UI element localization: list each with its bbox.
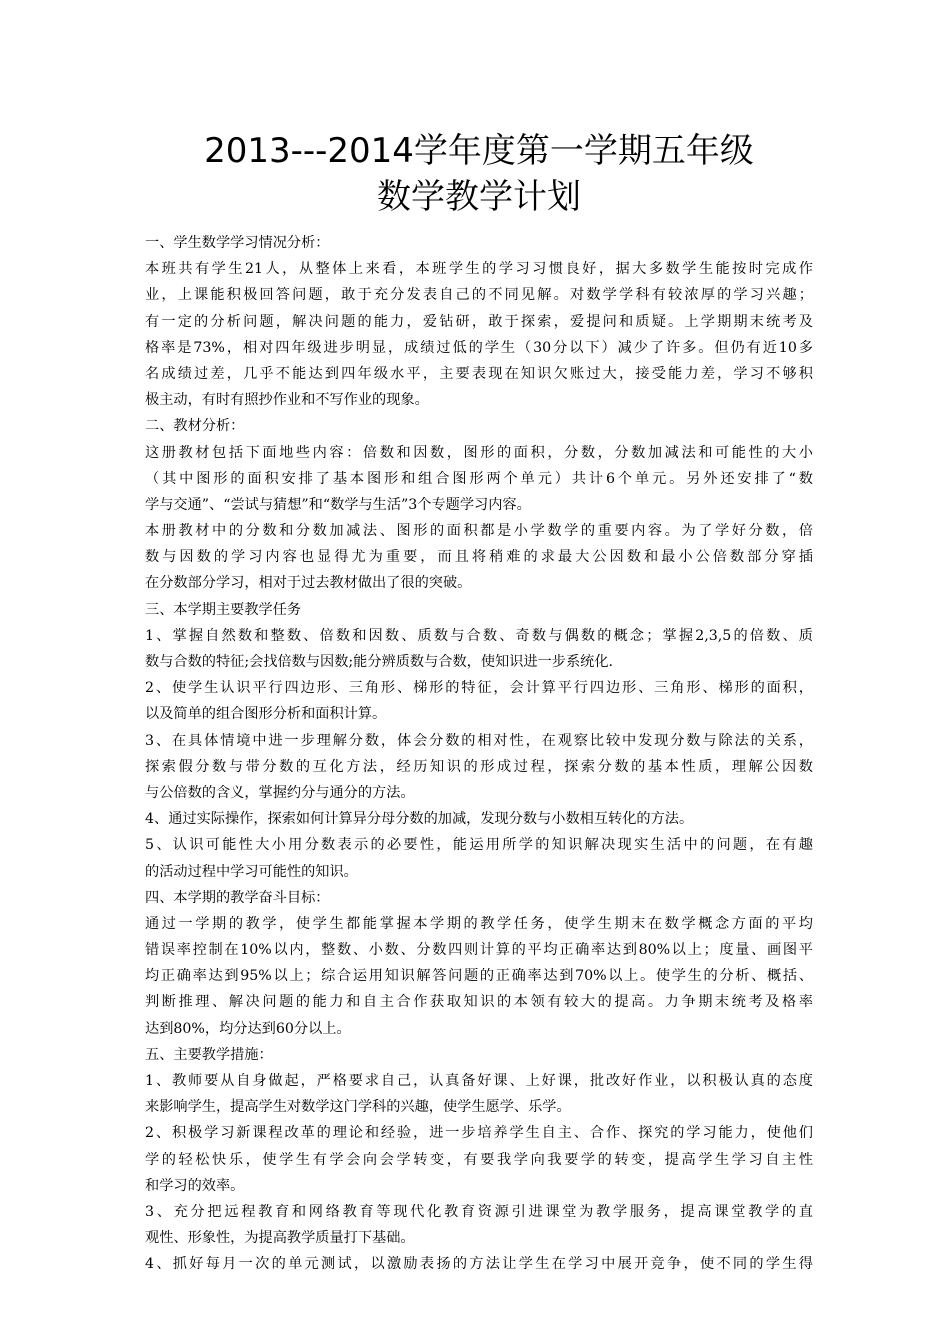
- text-line: 格率是73%，相对四年级进步明显，成绩过低的学生（30分以下）减少了许多。但仍有近10多: [145, 339, 813, 356]
- text-line: 的活动过程中学习可能性的知识。: [145, 863, 358, 880]
- text-line: 极主动，有时有照抄作业和不写作业的现象。: [145, 392, 429, 409]
- document-title-line1: 2013---2014学年度第一学期五年级: [204, 131, 754, 171]
- text-line: 达到80%，均分达到60分以上。: [145, 1020, 351, 1037]
- text-line: 3、充分把远程教育和网络教育等现代化教育资源引进课堂为教学服务，提高课堂教学的直: [145, 1203, 813, 1220]
- text-line: 3、在具体情境中进一步理解分数，体会分数的相对性，在观察比较中发现分数与除法的关系，: [145, 732, 813, 749]
- text-line: 四、本学期的教学奋斗目标：: [145, 889, 330, 906]
- text-line: 判断推理、解决问题的能力和自主合作获取知识的本领有较大的提高。力争期末统考及格率: [145, 994, 813, 1011]
- text-line: 与公倍数的含义，掌握约分与通分的方法。: [145, 784, 415, 801]
- document-body: [145, 230, 813, 1278]
- text-line: 学的轻松快乐，使学生有学会向会学转变，有要我学向我要学的转变，提高学生学习自主性: [145, 1151, 813, 1168]
- text-line: 三、本学期主要教学任务: [145, 601, 302, 618]
- text-line: 有一定的分析问题，解决问题的能力，爱钻研，敢于探索，爱提问和质疑。上学期期末统考及: [145, 313, 813, 330]
- text-line: 业，上课能积极回答问题，敢于充分发表自己的不同见解。对数学学科有较浓厚的学习兴趣；: [145, 287, 813, 304]
- text-line: 五、主要教学措施：: [145, 1046, 273, 1063]
- text-line: 本班共有学生21人，从整体上来看，本班学生的学习习惯良好，据大多数学生能按时完成作: [145, 261, 813, 278]
- text-line: 数与因数的学习内容也显得尤为重要，而且将稍难的求最大公因数和最小公倍数部分穿插: [145, 549, 813, 566]
- text-line: 探索假分数与带分数的互化方法，经历知识的形成过程，探索分数的基本性质，理解公因数: [145, 758, 813, 775]
- text-line: 1、教师要从自身做起，严格要求自己，认真备好课、上好课，批改好作业，以积极认真的态度: [145, 1073, 813, 1089]
- text-line: 学与交通”、“尝试与猜想”和“数学与生活”3个专题学习内容。: [145, 496, 531, 513]
- text-line: 均正确率达到95%以上；综合运用知识解答问题的正确率达到70%以上。使学生的分析、概括、: [145, 968, 813, 985]
- text-line: 错误率控制在10%以内，整数、小数、分数四则计算的平均正确率达到80%以上；度量、画图平: [145, 942, 813, 959]
- text-line: 2、积极学习新课程改革的理论和经验，进一步培养学生自主、合作、探究的学习能力，使他们: [145, 1125, 813, 1142]
- text-line: 名成绩过差，几乎不能达到四年级水平，主要表现在知识欠账过大，接受能力差，学习不够积: [145, 365, 813, 382]
- text-line: 4、抓好每月一次的单元测试，以激励表扬的方法让学生在学习中展开竞争，使不同的学生得: [145, 1256, 813, 1273]
- document-title-line2: 数学教学计划: [377, 177, 581, 217]
- text-line: （其中图形的面积安排了基本图形和组合图形两个单元）共计6个单元。另外还安排了“数: [145, 470, 813, 487]
- text-line: 数与合数的特征;会找倍数与因数;能分辨质数与合数，使知识进一步系统化.: [145, 654, 614, 670]
- text-line: 2、使学生认识平行四边形、三角形、梯形的特征，会计算平行四边形、三角形、梯形的面积，: [145, 680, 813, 697]
- text-line: 1、掌握自然数和整数、倍数和因数、质数与合数、奇数与偶数的概念；掌握2,3,5的倍数、质: [145, 627, 813, 644]
- text-line: 本册教材中的分数和分数加减法、图形的面积都是小学数学的重要内容。为了学好分数，倍: [145, 523, 813, 540]
- text-line: 5、认识可能性大小用分数表示的必要性，能运用所学的知识解决现实生活中的问题，在有趣: [145, 837, 813, 854]
- text-line: 以及简单的组合图形分析和面积计算。: [145, 706, 387, 723]
- text-line: 4、通过实际操作，探索如何计算异分母分数的加减，发现分数与小数相互转化的方法。: [145, 811, 694, 828]
- text-line: 通过一学期的教学，使学生都能掌握本学期的教学任务，使学生期末在数学概念方面的平均: [145, 915, 813, 932]
- text-line: 观性、形象性，为提高教学质量打下基础。: [145, 1230, 415, 1247]
- text-line: 这册教材包括下面地些内容：倍数和因数，图形的面积，分数，分数加减法和可能性的大小: [145, 444, 813, 461]
- document-page: [145, 128, 813, 1278]
- text-line: 来影响学生，提高学生对数学这门学科的兴趣，使学生愿学、乐学。: [145, 1099, 571, 1116]
- text-line: 和学习的效率。: [145, 1177, 245, 1194]
- text-line: 在分数部分学习，相对于过去教材做出了很的突破。: [145, 575, 472, 592]
- text-line: 一、学生数学学习情况分析：: [145, 235, 330, 251]
- text-line: 二、教材分析：: [145, 418, 245, 435]
